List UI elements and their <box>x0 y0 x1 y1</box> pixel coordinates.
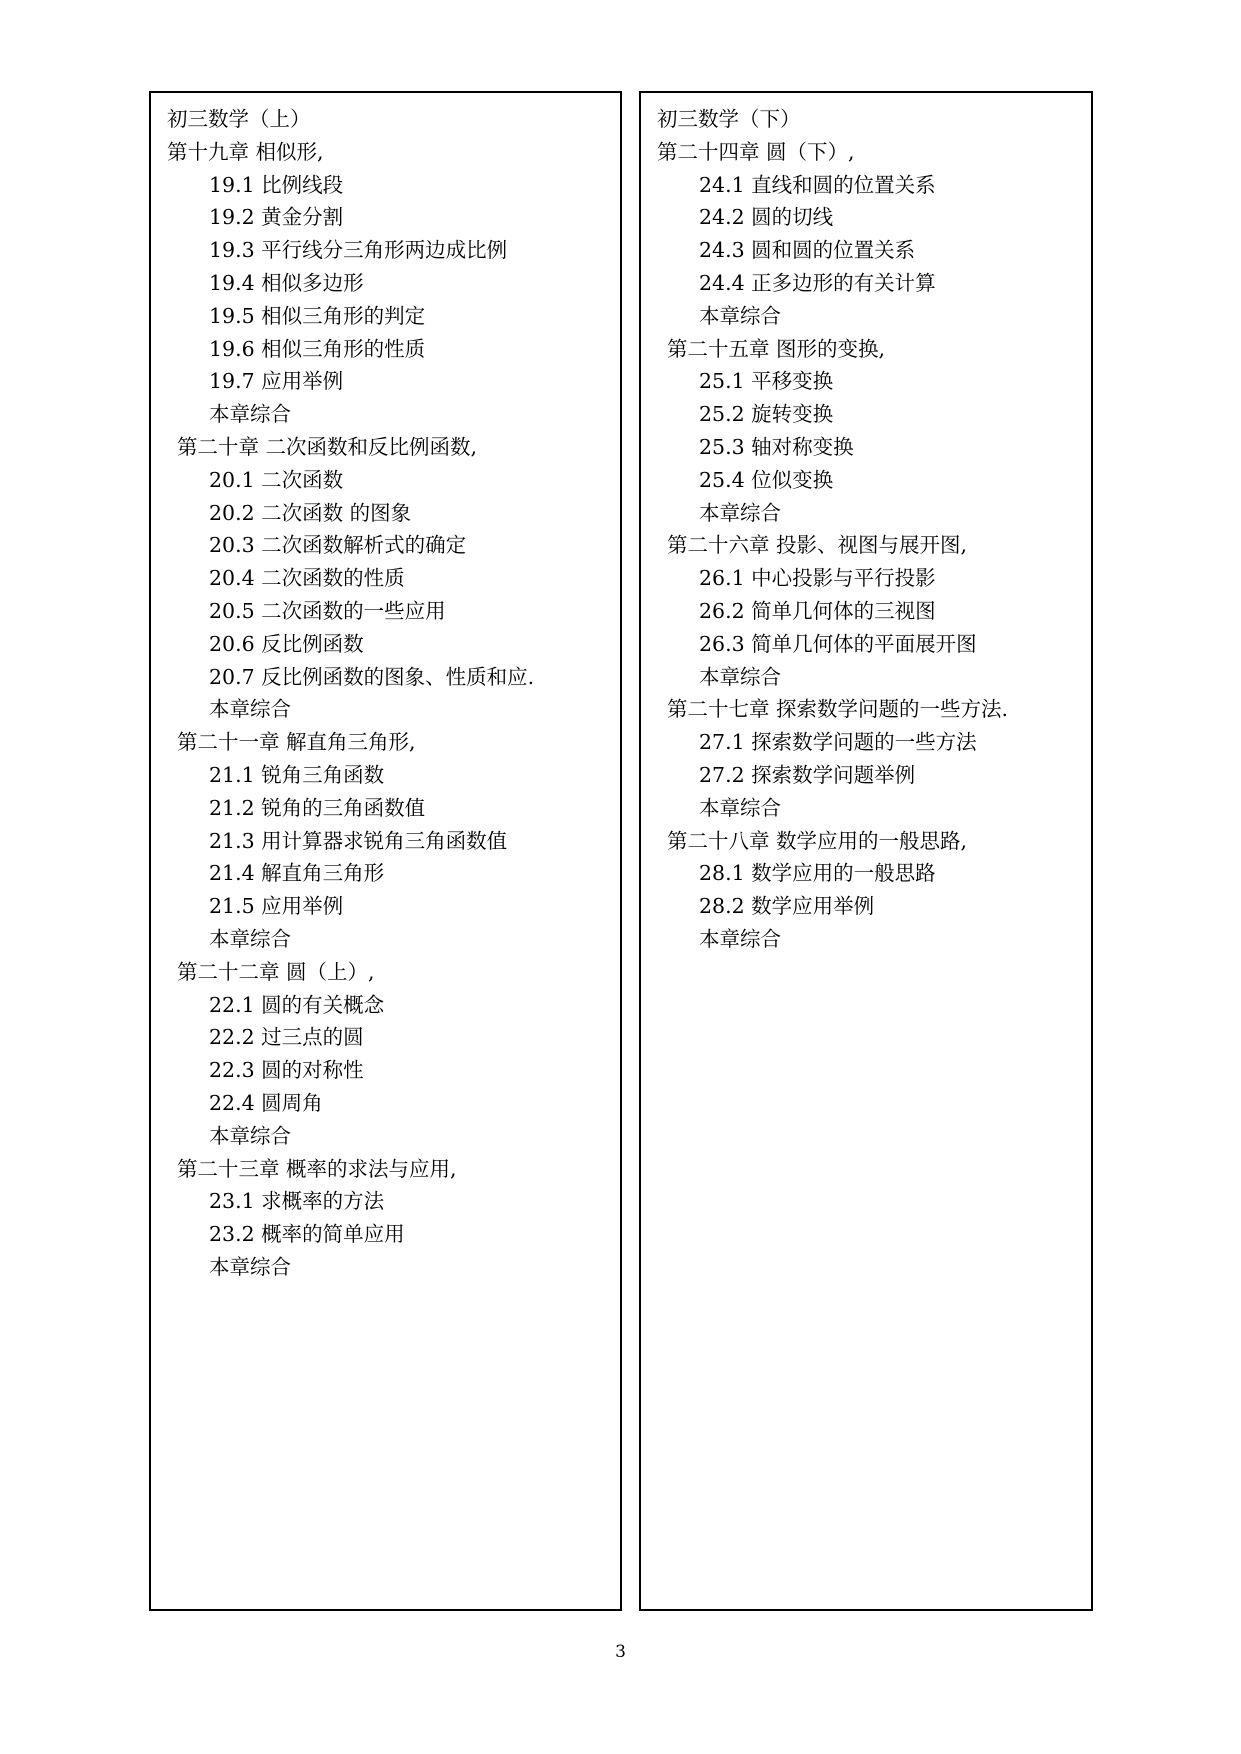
chapter-review: 本章综合 <box>209 1254 291 1279</box>
section-item: 23.2 概率的简单应用 <box>209 1222 405 1247</box>
chapter-heading: 第二十五章 图形的变换, <box>667 336 886 361</box>
section-item: 21.3 用计算器求锐角三角函数值 <box>209 828 508 853</box>
section-item: 25.2 旋转变换 <box>699 402 834 427</box>
section-item: 25.4 位似变换 <box>699 467 834 492</box>
section-item: 23.1 求概率的方法 <box>209 1189 385 1214</box>
section-item: 20.3 二次函数解析式的确定 <box>209 533 467 558</box>
section-item: 21.4 解直角三角形 <box>209 861 385 886</box>
chapter-review: 本章综合 <box>699 500 781 525</box>
section-item: 20.5 二次函数的一些应用 <box>209 598 446 623</box>
section-item: 25.3 轴对称变换 <box>699 434 854 459</box>
section-item: 21.2 锐角的三角函数值 <box>209 795 426 820</box>
section-item: 20.1 二次函数 <box>209 467 344 492</box>
chapter-heading: 第十九章 相似形, <box>167 139 324 164</box>
section-item: 19.1 比例线段 <box>209 172 344 197</box>
chapter-heading: 第二十一章 解直角三角形, <box>177 730 416 755</box>
section-item: 28.1 数学应用的一般思路 <box>699 861 936 886</box>
section-item: 19.2 黄金分割 <box>209 205 344 230</box>
section-item: 26.3 简单几何体的平面展开图 <box>699 631 977 656</box>
toc-column-left <box>149 91 622 1611</box>
chapter-heading: 第二十二章 圆（上）, <box>177 959 375 984</box>
chapter-heading: 第二十章 二次函数和反比例函数, <box>177 434 478 459</box>
chapter-review: 本章综合 <box>209 1123 291 1148</box>
chapter-review: 本章综合 <box>209 926 291 951</box>
section-item: 28.2 数学应用举例 <box>699 894 875 919</box>
section-item: 24.1 直线和圆的位置关系 <box>699 172 936 197</box>
section-item: 25.1 平移变换 <box>699 369 834 394</box>
page-number: 3 <box>615 1642 626 1662</box>
section-item: 20.4 二次函数的性质 <box>209 566 405 591</box>
chapter-review: 本章综合 <box>699 664 781 689</box>
section-item: 22.3 圆的对称性 <box>209 1058 364 1083</box>
toc-column-right <box>639 91 1093 1611</box>
volume-title: 初三数学（上） <box>167 107 311 131</box>
section-item: 20.7 反比例函数的图象、性质和应. <box>209 664 535 689</box>
section-item: 19.6 相似三角形的性质 <box>209 336 426 361</box>
chapter-review: 本章综合 <box>209 402 291 427</box>
section-item: 24.4 正多边形的有关计算 <box>699 270 936 295</box>
section-item: 20.2 二次函数 的图象 <box>209 500 412 525</box>
section-item: 21.1 锐角三角函数 <box>209 762 385 787</box>
section-item: 26.1 中心投影与平行投影 <box>699 566 936 591</box>
toc-content-left <box>167 103 614 1284</box>
section-item: 22.1 圆的有关概念 <box>209 992 385 1017</box>
section-item: 19.4 相似多边形 <box>209 270 364 295</box>
volume-title: 初三数学（下） <box>657 107 801 131</box>
chapter-heading: 第二十八章 数学应用的一般思路, <box>667 828 968 853</box>
chapter-review: 本章综合 <box>699 303 781 328</box>
chapter-heading: 第二十三章 概率的求法与应用, <box>177 1156 457 1181</box>
section-item: 27.2 探索数学问题举例 <box>699 762 916 787</box>
section-item: 20.6 反比例函数 <box>209 631 364 656</box>
chapter-review: 本章综合 <box>209 697 291 722</box>
chapter-review: 本章综合 <box>699 926 781 951</box>
section-item: 19.5 相似三角形的判定 <box>209 303 426 328</box>
section-item: 22.2 过三点的圆 <box>209 1025 364 1050</box>
section-item: 27.1 探索数学问题的一些方法 <box>699 730 977 755</box>
section-item: 19.3 平行线分三角形两边成比例 <box>209 238 508 263</box>
section-item: 24.3 圆和圆的位置关系 <box>699 238 916 263</box>
section-item: 19.7 应用举例 <box>209 369 344 394</box>
section-item: 22.4 圆周角 <box>209 1090 323 1115</box>
chapter-heading: 第二十四章 圆（下）, <box>657 139 855 164</box>
section-item: 24.2 圆的切线 <box>699 205 834 230</box>
toc-content-right <box>657 103 1085 956</box>
section-item: 26.2 简单几何体的三视图 <box>699 598 936 623</box>
section-item: 21.5 应用举例 <box>209 894 344 919</box>
chapter-heading: 第二十七章 探索数学问题的一些方法. <box>667 697 1009 722</box>
chapter-review: 本章综合 <box>699 795 781 820</box>
chapter-heading: 第二十六章 投影、视图与展开图, <box>667 533 968 558</box>
